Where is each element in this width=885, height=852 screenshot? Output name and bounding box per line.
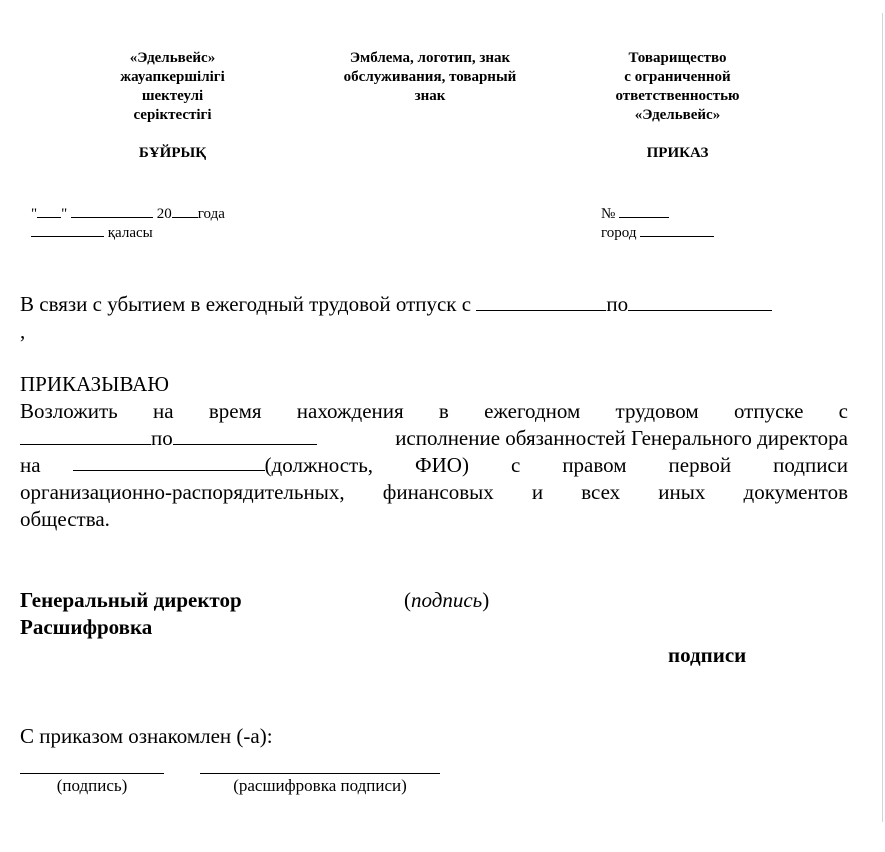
month-blank[interactable] xyxy=(71,199,153,218)
header-right-line: «Эдельвейс» xyxy=(634,107,721,123)
header-left-line: шектеулі xyxy=(141,88,204,104)
city-ru-line: город xyxy=(601,218,714,243)
header-emblem-placeholder xyxy=(320,49,540,106)
year-blank[interactable] xyxy=(172,199,198,218)
director-title: Генеральный директор xyxy=(20,588,242,612)
header-mid-line: обслуживания, товарный xyxy=(343,69,517,85)
acknowledgement-label: С приказом ознакомлен (-а): xyxy=(20,724,273,748)
signature-hint: (подпись) xyxy=(404,588,490,612)
header-right-line: с ограниченной xyxy=(624,69,731,85)
date-line: " " 20 года xyxy=(31,199,225,224)
header-left-line: жауапкершілігі xyxy=(120,69,225,85)
order-line-5: общества. xyxy=(20,507,110,531)
order-line-2: по исполнение обязанностей Генерального директора xyxy=(20,425,848,452)
intro-to-blank[interactable] xyxy=(628,292,772,311)
order-line-4: организационно-распорядительных, финансовых и всех иных документов xyxy=(20,480,848,504)
position-name-blank[interactable] xyxy=(73,452,265,471)
intro-paragraph: В связи с убытием в ежегодный трудовой отпуск с по , xyxy=(20,291,848,345)
number-line: № xyxy=(601,199,669,224)
employee-signature-line[interactable] xyxy=(20,773,164,774)
header-right-title: ПРИКАЗ xyxy=(646,145,709,161)
order-from-blank[interactable] xyxy=(20,426,151,445)
city-kz-blank[interactable] xyxy=(31,218,104,237)
header-left-title: БҰЙРЫҚ xyxy=(138,145,207,161)
page-edge-line xyxy=(882,13,883,822)
order-word: ПРИКАЗЫВАЮ xyxy=(20,372,169,396)
order-to-blank[interactable] xyxy=(173,426,317,445)
day-blank[interactable] xyxy=(37,199,61,218)
header-right-line: ответственностью xyxy=(615,88,740,104)
decode-label: Расшифровка xyxy=(20,615,153,639)
header-left-block xyxy=(90,49,255,163)
decode-label-2: подписи xyxy=(668,643,747,667)
decode-caption: (расшифровка подписи) xyxy=(233,776,407,795)
employee-name-line[interactable] xyxy=(200,773,440,774)
header-mid-line: знак xyxy=(414,88,446,104)
order-paragraph xyxy=(20,398,848,533)
number-blank[interactable] xyxy=(619,199,669,218)
header-mid-line: Эмблема, логотип, знак xyxy=(349,50,511,66)
order-line-3: на (должность, ФИО) с правом первой подписи xyxy=(20,453,848,477)
signature-caption: (подпись) xyxy=(56,776,128,795)
header-right-block xyxy=(590,49,765,163)
city-ru-blank[interactable] xyxy=(640,218,714,237)
header-right-line: Товарищество xyxy=(628,50,727,66)
order-line-1: Возложить на время нахождения в ежегодном трудовом отпуске с xyxy=(20,399,848,423)
intro-from-blank[interactable] xyxy=(476,292,606,311)
city-kz-line: қаласы xyxy=(31,218,153,243)
header-left-line: серіктестігі xyxy=(133,107,212,123)
header-left-line: «Эдельвейс» xyxy=(129,50,216,66)
